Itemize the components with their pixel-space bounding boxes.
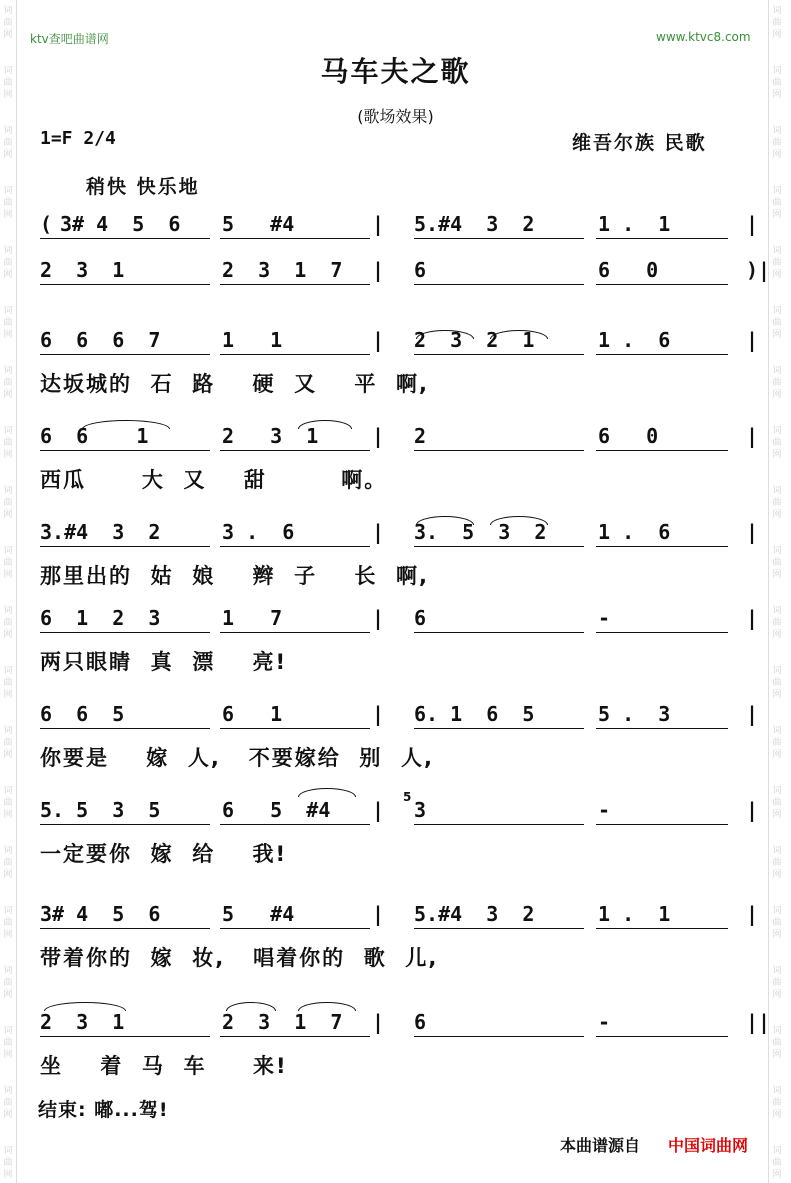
watermark-char: 网 bbox=[772, 30, 782, 40]
notation-row bbox=[40, 702, 770, 736]
watermark-char: 词 bbox=[3, 426, 13, 436]
tempo-marking: 稍快 快乐地 bbox=[86, 176, 200, 198]
watermark-char: 网 bbox=[3, 210, 13, 220]
note-group: 1 7 bbox=[222, 606, 283, 630]
watermark-char: 网 bbox=[772, 810, 782, 820]
note-group: 6. 1 6 5 bbox=[414, 702, 535, 726]
barline: | bbox=[746, 424, 759, 448]
note-group: 6 1 2 3 bbox=[40, 606, 161, 630]
watermark-char: 词 bbox=[772, 1146, 782, 1156]
beam-line bbox=[40, 824, 210, 825]
beam-line bbox=[414, 238, 584, 239]
watermark-char: 词 bbox=[3, 1086, 13, 1096]
barline: | bbox=[372, 606, 385, 630]
barline: || bbox=[746, 1010, 771, 1034]
watermark-char: 曲 bbox=[3, 918, 13, 928]
watermark-char: 曲 bbox=[772, 258, 782, 268]
watermark-char: 曲 bbox=[772, 1098, 782, 1108]
watermark-char: 曲 bbox=[772, 1038, 782, 1048]
watermark-char: 词 bbox=[772, 186, 782, 196]
watermark-char: 词 bbox=[772, 126, 782, 136]
watermark-char: 词 bbox=[3, 246, 13, 256]
note-group: 6 bbox=[414, 258, 427, 282]
watermark-char: 网 bbox=[3, 630, 13, 640]
watermark-char: 曲 bbox=[3, 1098, 13, 1108]
watermark-char: 曲 bbox=[3, 198, 13, 208]
watermark-char: 曲 bbox=[3, 138, 13, 148]
beam-line bbox=[596, 450, 728, 451]
watermark-char: 词 bbox=[3, 786, 13, 796]
note-group: 5 #4 bbox=[222, 902, 295, 926]
note-group: 3. 5 3 2 bbox=[414, 520, 547, 544]
barline: | bbox=[746, 702, 759, 726]
beam-line bbox=[596, 728, 728, 729]
watermark-char: 词 bbox=[3, 606, 13, 616]
watermark-char: 词 bbox=[772, 606, 782, 616]
lyric-line: 达坂城的 石 路 硬 又 平 啊, bbox=[40, 372, 429, 396]
watermark-char: 词 bbox=[772, 1026, 782, 1036]
watermark-char: 曲 bbox=[3, 1158, 13, 1168]
beam-line bbox=[40, 728, 210, 729]
barline: | bbox=[372, 798, 385, 822]
watermark-char: 曲 bbox=[3, 318, 13, 328]
notation-row bbox=[40, 424, 770, 458]
watermark-char: 词 bbox=[772, 66, 782, 76]
beam-line bbox=[40, 450, 210, 451]
watermark-char: 曲 bbox=[772, 438, 782, 448]
barline: | bbox=[746, 212, 759, 236]
watermark-char: 曲 bbox=[772, 738, 782, 748]
barline: | bbox=[372, 1010, 385, 1034]
ending-instruction: 结束: 嘟...驾! bbox=[38, 1099, 169, 1121]
left-watermark-strip bbox=[0, 0, 17, 1183]
lyric-line: 带着你的 嫁 妆, 唱着你的 歌 儿, bbox=[40, 946, 439, 970]
notation-row bbox=[40, 328, 770, 362]
watermark-char: 网 bbox=[3, 510, 13, 520]
watermark-char: 曲 bbox=[772, 678, 782, 688]
note-group: 1 . 6 bbox=[598, 328, 671, 352]
watermark-char: 曲 bbox=[3, 78, 13, 88]
watermark-char: 曲 bbox=[772, 858, 782, 868]
beam-line bbox=[414, 928, 584, 929]
slur-arc bbox=[490, 516, 548, 525]
beam-line bbox=[220, 728, 370, 729]
watermark-char: 词 bbox=[772, 906, 782, 916]
note-group: 3 bbox=[414, 798, 427, 822]
watermark-char: 词 bbox=[3, 306, 13, 316]
watermark-char: 网 bbox=[772, 1050, 782, 1060]
watermark-char: 曲 bbox=[3, 558, 13, 568]
watermark-char: 词 bbox=[772, 966, 782, 976]
watermark-char: 网 bbox=[3, 450, 13, 460]
beam-line bbox=[220, 238, 370, 239]
notation-row bbox=[40, 212, 770, 246]
watermark-char: 曲 bbox=[3, 738, 13, 748]
watermark-char: 网 bbox=[3, 90, 13, 100]
beam-line bbox=[40, 546, 210, 547]
watermark-char: 词 bbox=[772, 666, 782, 676]
watermark-char: 网 bbox=[772, 90, 782, 100]
watermark-char: 网 bbox=[772, 930, 782, 940]
watermark-char: 网 bbox=[772, 1110, 782, 1120]
beam-line bbox=[414, 284, 584, 285]
watermark-char: 网 bbox=[772, 750, 782, 760]
watermark-char: 词 bbox=[772, 1086, 782, 1096]
watermark-char: 曲 bbox=[772, 558, 782, 568]
note-group: 5.#4 3 2 bbox=[414, 212, 535, 236]
watermark-char: 网 bbox=[772, 690, 782, 700]
site-url-right[interactable]: www.ktvc8.com bbox=[656, 30, 751, 44]
watermark-char: 曲 bbox=[772, 498, 782, 508]
beam-line bbox=[220, 546, 370, 547]
watermark-char: 网 bbox=[3, 390, 13, 400]
slur-arc bbox=[298, 788, 356, 797]
watermark-char: 网 bbox=[772, 450, 782, 460]
beam-line bbox=[40, 928, 210, 929]
watermark-char: 曲 bbox=[3, 978, 13, 988]
watermark-char: 曲 bbox=[3, 678, 13, 688]
note-group: 3# 4 5 6 bbox=[60, 212, 181, 236]
watermark-char: 词 bbox=[772, 486, 782, 496]
watermark-char: 网 bbox=[772, 270, 782, 280]
watermark-char: 词 bbox=[3, 906, 13, 916]
watermark-char: 曲 bbox=[772, 318, 782, 328]
watermark-char: 曲 bbox=[772, 18, 782, 28]
watermark-char: 曲 bbox=[3, 1038, 13, 1048]
watermark-char: 词 bbox=[772, 426, 782, 436]
watermark-char: 网 bbox=[772, 870, 782, 880]
note-group: 2 3 1 bbox=[40, 1010, 125, 1034]
beam-line bbox=[596, 284, 728, 285]
watermark-char: 网 bbox=[3, 330, 13, 340]
watermark-char: 网 bbox=[772, 990, 782, 1000]
watermark-char: 曲 bbox=[3, 498, 13, 508]
notation-row bbox=[40, 606, 770, 640]
watermark-char: 网 bbox=[772, 150, 782, 160]
note-group: 5 #4 bbox=[222, 212, 295, 236]
barline: | bbox=[372, 424, 385, 448]
slur-arc bbox=[226, 1002, 276, 1011]
note-group: 6 1 bbox=[222, 702, 283, 726]
beam-line bbox=[414, 824, 584, 825]
beam-line bbox=[220, 354, 370, 355]
beam-line bbox=[220, 824, 370, 825]
note-group: 3.#4 3 2 bbox=[40, 520, 161, 544]
note-group: 1 . 1 bbox=[598, 902, 671, 926]
notation-row bbox=[40, 902, 770, 936]
beam-line bbox=[596, 632, 728, 633]
beam-line bbox=[220, 632, 370, 633]
note-group: 6 bbox=[414, 606, 427, 630]
note-group: 5 . 3 bbox=[598, 702, 671, 726]
note-group: 2 3 1 7 bbox=[222, 1010, 343, 1034]
song-subtitle: (歌场效果) bbox=[357, 107, 434, 126]
watermark-char: 词 bbox=[3, 66, 13, 76]
watermark-char: 词 bbox=[772, 786, 782, 796]
barline: | bbox=[372, 328, 385, 352]
right-watermark-strip bbox=[768, 0, 791, 1183]
watermark-char: 网 bbox=[3, 750, 13, 760]
watermark-char: 词 bbox=[3, 126, 13, 136]
watermark-char: 曲 bbox=[772, 78, 782, 88]
beam-line bbox=[414, 728, 584, 729]
watermark-char: 词 bbox=[772, 846, 782, 856]
note-group: 2 bbox=[414, 424, 427, 448]
watermark-char: 曲 bbox=[3, 438, 13, 448]
barline: | bbox=[746, 328, 759, 352]
watermark-char: 词 bbox=[772, 366, 782, 376]
note-group: - bbox=[598, 798, 611, 822]
barline: | bbox=[372, 520, 385, 544]
note-group: 6 6 6 7 bbox=[40, 328, 161, 352]
beam-line bbox=[414, 546, 584, 547]
note-group: 1 1 bbox=[222, 328, 283, 352]
watermark-char: 网 bbox=[3, 1110, 13, 1120]
watermark-char: 曲 bbox=[772, 378, 782, 388]
notation-row bbox=[40, 520, 770, 554]
watermark-char: 网 bbox=[772, 390, 782, 400]
slur-arc bbox=[416, 516, 474, 525]
watermark-char: 曲 bbox=[3, 18, 13, 28]
watermark-char: 曲 bbox=[3, 378, 13, 388]
notation-row bbox=[40, 258, 770, 292]
beam-line bbox=[596, 238, 728, 239]
watermark-char: 曲 bbox=[772, 138, 782, 148]
note-group: 5.#4 3 2 bbox=[414, 902, 535, 926]
beam-line bbox=[40, 632, 210, 633]
barline: | bbox=[746, 520, 759, 544]
barline: | bbox=[746, 606, 759, 630]
beam-line bbox=[40, 354, 210, 355]
watermark-char: 网 bbox=[772, 210, 782, 220]
watermark-char: 词 bbox=[772, 546, 782, 556]
barline: | bbox=[746, 902, 759, 926]
watermark-char: 网 bbox=[3, 150, 13, 160]
watermark-char: 网 bbox=[3, 1050, 13, 1060]
beam-line bbox=[596, 824, 728, 825]
beam-line bbox=[596, 354, 728, 355]
watermark-char: 网 bbox=[3, 810, 13, 820]
note-group: 6 6 5 bbox=[40, 702, 125, 726]
watermark-char: 网 bbox=[772, 1170, 782, 1180]
note-group: 6 bbox=[414, 1010, 427, 1034]
watermark-char: 词 bbox=[772, 726, 782, 736]
watermark-char: 词 bbox=[3, 546, 13, 556]
beam-line bbox=[220, 1036, 370, 1037]
watermark-char: 词 bbox=[772, 306, 782, 316]
lyric-line: 两只眼睛 真 漂 亮! bbox=[40, 650, 288, 674]
watermark-char: 词 bbox=[3, 966, 13, 976]
barline: | bbox=[372, 702, 385, 726]
barline: )| bbox=[746, 258, 771, 282]
note-group: 2 3 1 bbox=[222, 424, 319, 448]
notation-row bbox=[40, 1010, 770, 1044]
watermark-char: 网 bbox=[3, 570, 13, 580]
beam-line bbox=[596, 1036, 728, 1037]
lyric-line: 你要是 嫁 人, 不要嫁给 别 人, bbox=[40, 746, 434, 770]
note-group: ( bbox=[40, 212, 53, 236]
watermark-char: 词 bbox=[772, 246, 782, 256]
lyric-line: 坐 着 马 车 来! bbox=[40, 1054, 288, 1078]
watermark-char: 词 bbox=[3, 6, 13, 16]
beam-line bbox=[596, 546, 728, 547]
slur-arc bbox=[82, 420, 170, 429]
beam-line bbox=[40, 284, 210, 285]
watermark-char: 网 bbox=[3, 1170, 13, 1180]
watermark-char: 网 bbox=[772, 630, 782, 640]
watermark-char: 曲 bbox=[772, 918, 782, 928]
slur-arc bbox=[44, 1002, 126, 1011]
watermark-char: 词 bbox=[772, 6, 782, 16]
watermark-char: 网 bbox=[772, 510, 782, 520]
beam-line bbox=[40, 238, 210, 239]
key-signature: 1=F 2/4 bbox=[40, 128, 116, 149]
note-group: 2 3 2 1 bbox=[414, 328, 535, 352]
grace-note: 5 bbox=[403, 790, 412, 804]
watermark-char: 曲 bbox=[772, 198, 782, 208]
watermark-char: 曲 bbox=[772, 978, 782, 988]
note-group: 6 0 bbox=[598, 258, 659, 282]
watermark-char: 词 bbox=[3, 846, 13, 856]
beam-line bbox=[40, 1036, 210, 1037]
note-group: 1 . 6 bbox=[598, 520, 671, 544]
beam-line bbox=[220, 928, 370, 929]
watermark-char: 曲 bbox=[3, 258, 13, 268]
source-site-link[interactable]: 中国词曲网 bbox=[668, 1136, 749, 1155]
barline: | bbox=[372, 902, 385, 926]
watermark-char: 网 bbox=[3, 270, 13, 280]
watermark-char: 词 bbox=[3, 486, 13, 496]
barline: | bbox=[372, 212, 385, 236]
lyric-line: 一定要你 嫁 给 我! bbox=[40, 842, 288, 866]
note-group: 5. 5 3 5 bbox=[40, 798, 161, 822]
watermark-char: 曲 bbox=[772, 618, 782, 628]
watermark-char: 词 bbox=[3, 366, 13, 376]
beam-line bbox=[414, 1036, 584, 1037]
lyric-line: 那里出的 姑 娘 辫 子 长 啊, bbox=[40, 564, 429, 588]
note-group: 6 6 1 bbox=[40, 424, 149, 448]
watermark-char: 曲 bbox=[3, 858, 13, 868]
beam-line bbox=[414, 450, 584, 451]
watermark-char: 曲 bbox=[772, 798, 782, 808]
slur-arc bbox=[298, 1002, 356, 1011]
note-group: 3# 4 5 6 bbox=[40, 902, 161, 926]
source-label: 本曲谱源自 bbox=[560, 1136, 641, 1155]
slur-arc bbox=[298, 420, 352, 429]
note-group: 1 . 1 bbox=[598, 212, 671, 236]
watermark-char: 网 bbox=[772, 330, 782, 340]
watermark-char: 曲 bbox=[3, 618, 13, 628]
watermark-char: 网 bbox=[3, 870, 13, 880]
watermark-char: 词 bbox=[3, 186, 13, 196]
beam-line bbox=[220, 450, 370, 451]
watermark-char: 网 bbox=[3, 30, 13, 40]
watermark-char: 网 bbox=[772, 570, 782, 580]
watermark-char: 词 bbox=[3, 666, 13, 676]
watermark-char: 词 bbox=[3, 1026, 13, 1036]
note-group: 2 3 1 7 bbox=[222, 258, 343, 282]
song-attribution: 维吾尔族 民歌 bbox=[572, 132, 707, 154]
watermark-char: 词 bbox=[3, 1146, 13, 1156]
barline: | bbox=[746, 798, 759, 822]
site-name-left[interactable]: ktv查吧曲谱网 bbox=[30, 32, 109, 46]
note-group: - bbox=[598, 1010, 611, 1034]
watermark-char: 网 bbox=[3, 990, 13, 1000]
beam-line bbox=[596, 928, 728, 929]
beam-line bbox=[414, 354, 584, 355]
barline: | bbox=[372, 258, 385, 282]
watermark-char: 曲 bbox=[3, 798, 13, 808]
note-group: 6 0 bbox=[598, 424, 659, 448]
watermark-char: 词 bbox=[3, 726, 13, 736]
note-group: 3 . 6 bbox=[222, 520, 295, 544]
note-group: 6 5 #4 bbox=[222, 798, 331, 822]
note-group: - bbox=[598, 606, 611, 630]
beam-line bbox=[220, 284, 370, 285]
watermark-char: 网 bbox=[3, 690, 13, 700]
beam-line bbox=[414, 632, 584, 633]
watermark-char: 曲 bbox=[772, 1158, 782, 1168]
song-title: 马车夫之歌 bbox=[320, 55, 471, 88]
lyric-line: 西瓜 大 又 甜 啊。 bbox=[40, 468, 388, 492]
watermark-char: 网 bbox=[3, 930, 13, 940]
note-group: 2 3 1 bbox=[40, 258, 125, 282]
